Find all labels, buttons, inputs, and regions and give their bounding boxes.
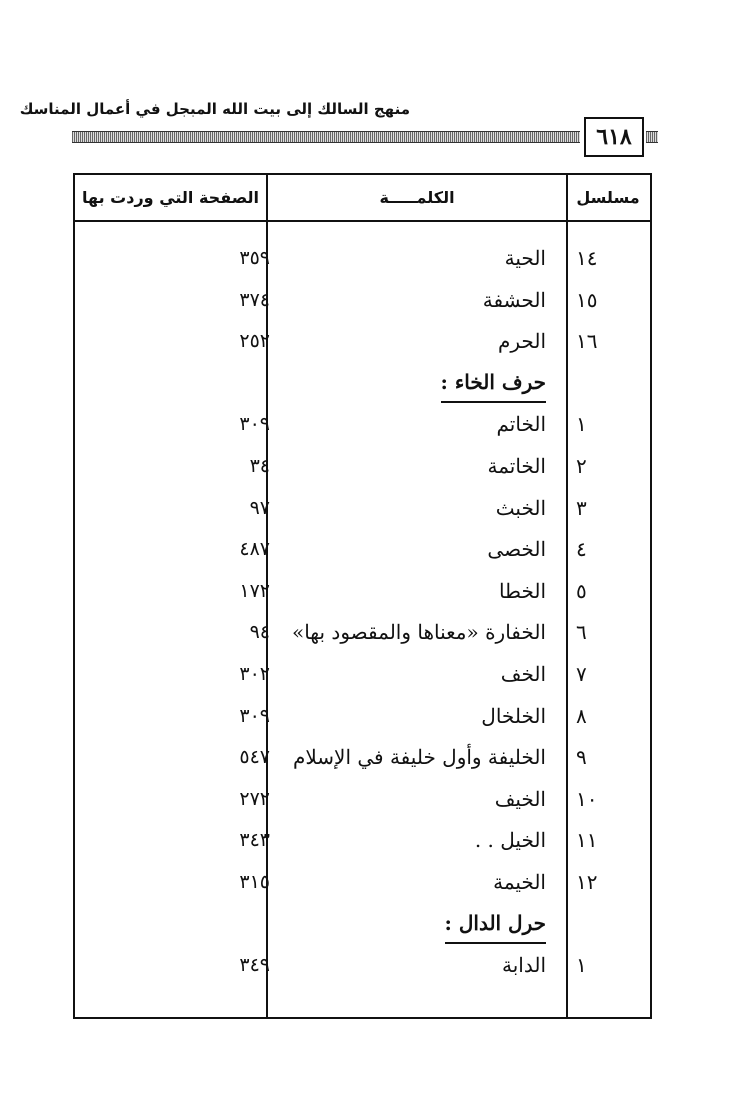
word-cell: الخيف bbox=[494, 786, 546, 811]
serial-cell: ١ bbox=[576, 412, 587, 437]
header-rule-end bbox=[646, 131, 658, 143]
serial-cell: ٥ bbox=[576, 578, 587, 603]
page-number: ٦١٨ bbox=[584, 117, 644, 157]
table-row bbox=[75, 862, 650, 902]
table-row bbox=[75, 529, 650, 569]
word-cell: الخليفة وأول خليفة في الإسلام bbox=[292, 745, 546, 770]
column-header-serial: مسلسل bbox=[576, 188, 640, 207]
word-cell: الخبث bbox=[495, 495, 546, 520]
page-ref-cell: ٣٠٩ bbox=[239, 413, 270, 436]
word-cell: الخاتم bbox=[496, 412, 546, 437]
table-row bbox=[75, 404, 650, 444]
page-ref-cell: ٣٠٩ bbox=[239, 704, 270, 727]
page-ref-cell: ٣٥٩ bbox=[239, 247, 270, 269]
page-ref-cell: ٣٧٤ bbox=[239, 288, 270, 311]
page-ref-cell: ٣٠٢ bbox=[239, 663, 270, 685]
table-row bbox=[75, 446, 650, 486]
page-ref-cell: ١٧٢ bbox=[239, 579, 270, 602]
table-row bbox=[75, 238, 650, 278]
word-cell: الخلخال bbox=[481, 703, 546, 728]
serial-cell: ١ bbox=[576, 953, 587, 978]
table-row bbox=[75, 737, 650, 777]
table-row bbox=[75, 612, 650, 652]
serial-cell: ٨ bbox=[576, 703, 587, 728]
word-cell: الحشفة bbox=[482, 287, 546, 312]
column-header-word: الكلمـــــة bbox=[379, 188, 455, 207]
table-row bbox=[75, 779, 650, 819]
page-ref-cell: ٤٨٧ bbox=[239, 538, 270, 561]
serial-cell: ١٥ bbox=[576, 287, 598, 312]
page-ref-cell: ٣٤ bbox=[249, 455, 270, 477]
serial-cell: ١١ bbox=[576, 828, 598, 853]
word-cell: الخطا bbox=[498, 578, 546, 603]
header-divider bbox=[75, 220, 650, 222]
table-row bbox=[75, 945, 650, 985]
word-cell: الخصى bbox=[487, 537, 546, 562]
table-row bbox=[75, 488, 650, 528]
index-table bbox=[73, 173, 652, 1019]
word-cell: الخفارة «معناها والمقصود بها» bbox=[291, 620, 546, 645]
serial-cell: ٦ bbox=[576, 620, 587, 645]
page-ref-cell: ٣١٥ bbox=[239, 871, 270, 893]
serial-cell: ٩ bbox=[576, 745, 587, 770]
serial-cell: ٢ bbox=[576, 454, 587, 478]
page-ref-cell: ٢٥٢ bbox=[239, 330, 270, 353]
section-heading: حرف الخاء : bbox=[441, 363, 547, 403]
word-cell: الخيمة bbox=[493, 870, 546, 894]
word-cell: الخف bbox=[500, 662, 546, 686]
page-ref-cell: ٣٤٩ bbox=[239, 954, 270, 977]
header-rule bbox=[72, 131, 580, 143]
section-heading-row bbox=[75, 363, 650, 403]
serial-cell: ١٠ bbox=[576, 786, 598, 811]
word-cell: الحرم bbox=[498, 329, 546, 354]
page-ref-cell: ٣٤٣ bbox=[239, 829, 270, 852]
word-cell: الخيل . . bbox=[474, 828, 546, 853]
table-row bbox=[75, 571, 650, 611]
serial-cell: ٧ bbox=[576, 662, 587, 686]
serial-cell: ١٦ bbox=[576, 329, 598, 354]
table-row bbox=[75, 696, 650, 736]
serial-cell: ٣ bbox=[576, 495, 587, 520]
page-ref-cell: ٥٤٧ bbox=[239, 746, 270, 769]
table-row bbox=[75, 321, 650, 361]
serial-cell: ١٢ bbox=[576, 870, 598, 894]
serial-cell: ١٤ bbox=[576, 246, 598, 270]
running-header-title: منهج السالك إلى بيت الله المبجل في أعمال المناسك bbox=[19, 100, 410, 118]
table-row bbox=[75, 820, 650, 860]
word-cell: الدابة bbox=[502, 953, 546, 978]
section-heading: حرل الدال : bbox=[445, 904, 546, 944]
section-heading-row bbox=[75, 904, 650, 944]
page-ref-cell: ٢٧٢ bbox=[239, 787, 270, 810]
table-row bbox=[75, 280, 650, 320]
page-ref-cell: ٩٤ bbox=[249, 621, 270, 644]
word-cell: الحية bbox=[504, 246, 546, 270]
column-header-page: الصفحة التي وردت بها bbox=[82, 188, 259, 207]
word-cell: الخاتمة bbox=[487, 454, 546, 478]
page-ref-cell: ٩٧ bbox=[249, 496, 270, 519]
serial-cell: ٤ bbox=[576, 537, 587, 562]
table-row bbox=[75, 654, 650, 694]
